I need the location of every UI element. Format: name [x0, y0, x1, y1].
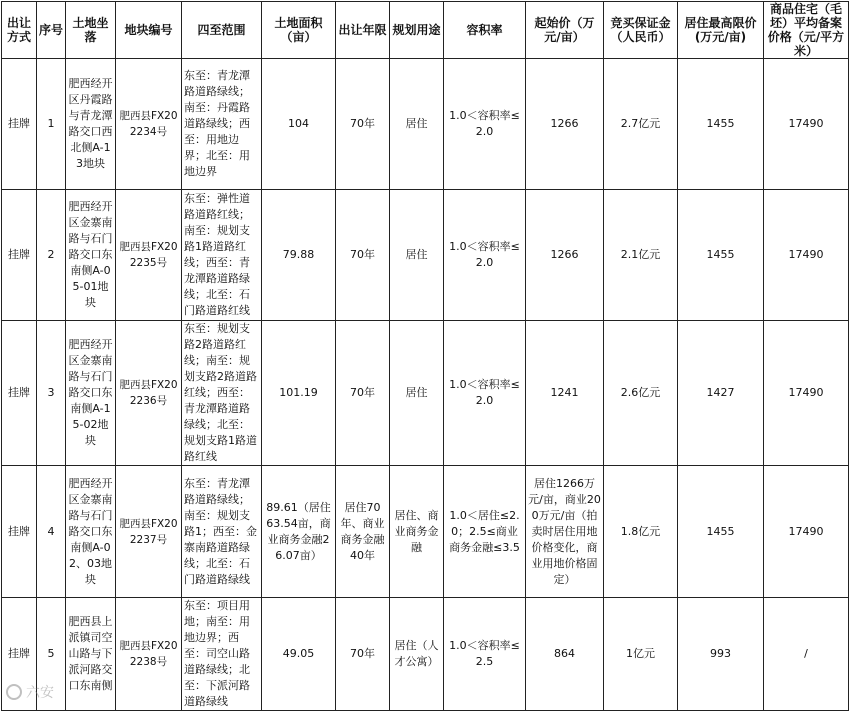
cell-use: 居住（人才公寓） [390, 598, 444, 711]
cell-boundary: 东至：弹性道路道路红线；南至：规划支路1路道路红线；西至：青龙潭路道路绿线；北至：石门路道路红线 [182, 190, 262, 321]
cell-use: 居住 [390, 59, 444, 190]
cell-house-price: 17490 [764, 321, 849, 466]
cell-location: 肥西县上派镇司空山路与下派河路交口东南侧 [66, 598, 116, 711]
cell-seq: 5 [37, 598, 66, 711]
cell-deposit: 2.6亿元 [604, 321, 678, 466]
cell-location: 肥西经开区金寨南路与石门路交口东南侧A-15-02地块 [66, 321, 116, 466]
cell-start-price: 864 [526, 598, 604, 711]
cell-far: 1.0＜容积率≤2.0 [444, 59, 526, 190]
cell-house-price: 17490 [764, 59, 849, 190]
cell-seq: 4 [37, 466, 66, 598]
cell-code: 肥西县FX202236号 [116, 321, 182, 466]
cell-start-price: 1266 [526, 59, 604, 190]
cell-use: 居住、商业商务金融 [390, 466, 444, 598]
header-seq: 序号 [37, 2, 66, 59]
cell-max-price: 1455 [678, 466, 764, 598]
cell-far: 1.0＜容积率≤2.5 [444, 598, 526, 711]
cell-method: 挂牌 [2, 466, 37, 598]
header-row [2, 2, 849, 59]
cell-term: 70年 [336, 598, 390, 711]
cell-method: 挂牌 [2, 321, 37, 466]
cell-seq: 1 [37, 59, 66, 190]
header-location: 土地坐落 [66, 2, 116, 59]
header-house-price: 商品住宅（毛坯）平均备案价格（元/平方米） [764, 2, 849, 59]
cell-seq: 3 [37, 321, 66, 466]
header-max-price: 居住最高限价(万元/亩) [678, 2, 764, 59]
cell-location: 肥西经开区金寨南路与石门路交口东南侧A-02、03地块 [66, 466, 116, 598]
cell-term: 70年 [336, 59, 390, 190]
cell-start-price: 居住1266万元/亩，商业200万元/亩（拍卖时居住用地价格变化，商业用地价格固定） [526, 466, 604, 598]
cell-boundary: 东至：项目用地；南至：用地边界；西至：司空山路道路绿线；北至：下派河路道路绿线 [182, 598, 262, 711]
cell-term: 70年 [336, 321, 390, 466]
cell-max-price: 1455 [678, 190, 764, 321]
header-boundary: 四至范围 [182, 2, 262, 59]
cell-use: 居住 [390, 190, 444, 321]
header-area: 土地面积（亩） [262, 2, 336, 59]
header-use: 规划用途 [390, 2, 444, 59]
cell-location: 肥西经开区金寨南路与石门路交口东南侧A-05-01地块 [66, 190, 116, 321]
watermark-logo-icon [6, 684, 22, 700]
cell-area: 79.88 [262, 190, 336, 321]
cell-boundary: 东至：青龙潭路道路绿线；南至：规划支路1；西至：金寨南路道路绿线；北至：石门路道路绿线 [182, 466, 262, 598]
cell-area: 104 [262, 59, 336, 190]
cell-start-price: 1241 [526, 321, 604, 466]
cell-code: 肥西县FX202234号 [116, 59, 182, 190]
cell-far: 1.0＜居住≤2.0；2.5≤商业商务金融≤3.5 [444, 466, 526, 598]
table-row [2, 190, 849, 321]
cell-term: 70年 [336, 190, 390, 321]
cell-max-price: 1455 [678, 59, 764, 190]
cell-start-price: 1266 [526, 190, 604, 321]
cell-location: 肥西经开区丹霞路与青龙潭路交口西北侧A-13地块 [66, 59, 116, 190]
cell-max-price: 993 [678, 598, 764, 711]
header-deposit: 竞买保证金（人民币） [604, 2, 678, 59]
cell-boundary: 东至：青龙潭路道路绿线；南至：丹霞路道路绿线；西至：用地边界；北至：用地边界 [182, 59, 262, 190]
cell-far: 1.0＜容积率≤2.0 [444, 190, 526, 321]
cell-use: 居住 [390, 321, 444, 466]
table-row [2, 59, 849, 190]
header-term: 出让年限 [336, 2, 390, 59]
cell-house-price: 17490 [764, 466, 849, 598]
table-row [2, 466, 849, 598]
cell-method: 挂牌 [2, 59, 37, 190]
cell-house-price: / [764, 598, 849, 711]
cell-code: 肥西县FX202238号 [116, 598, 182, 711]
cell-term: 居住70年、商业商务金融40年 [336, 466, 390, 598]
cell-area: 49.05 [262, 598, 336, 711]
cell-code: 肥西县FX202235号 [116, 190, 182, 321]
header-start-price: 起始价（万元/亩） [526, 2, 604, 59]
cell-code: 肥西县FX202237号 [116, 466, 182, 598]
cell-far: 1.0＜容积率≤2.0 [444, 321, 526, 466]
header-code: 地块编号 [116, 2, 182, 59]
cell-boundary: 东至：规划支路2路道路红线；南至：规划支路2路道路红线；西至：青龙潭路道路绿线；北至：规划支路1路道路红线 [182, 321, 262, 466]
table-row [2, 321, 849, 466]
cell-house-price: 17490 [764, 190, 849, 321]
header-method: 出让方式 [2, 2, 37, 59]
watermark [6, 682, 54, 702]
cell-method: 挂牌 [2, 190, 37, 321]
cell-area: 101.19 [262, 321, 336, 466]
cell-deposit: 2.1亿元 [604, 190, 678, 321]
header-far: 容积率 [444, 2, 526, 59]
cell-deposit: 1.8亿元 [604, 466, 678, 598]
cell-max-price: 1427 [678, 321, 764, 466]
cell-method: 挂牌 [2, 598, 37, 711]
cell-seq: 2 [37, 190, 66, 321]
cell-deposit: 1亿元 [604, 598, 678, 711]
table-row [2, 598, 849, 711]
cell-area: 89.61（居住63.54亩，商业商务金融26.07亩） [262, 466, 336, 598]
watermark-text: 六安 [26, 685, 54, 701]
land-auction-table [1, 1, 849, 711]
cell-deposit: 2.7亿元 [604, 59, 678, 190]
